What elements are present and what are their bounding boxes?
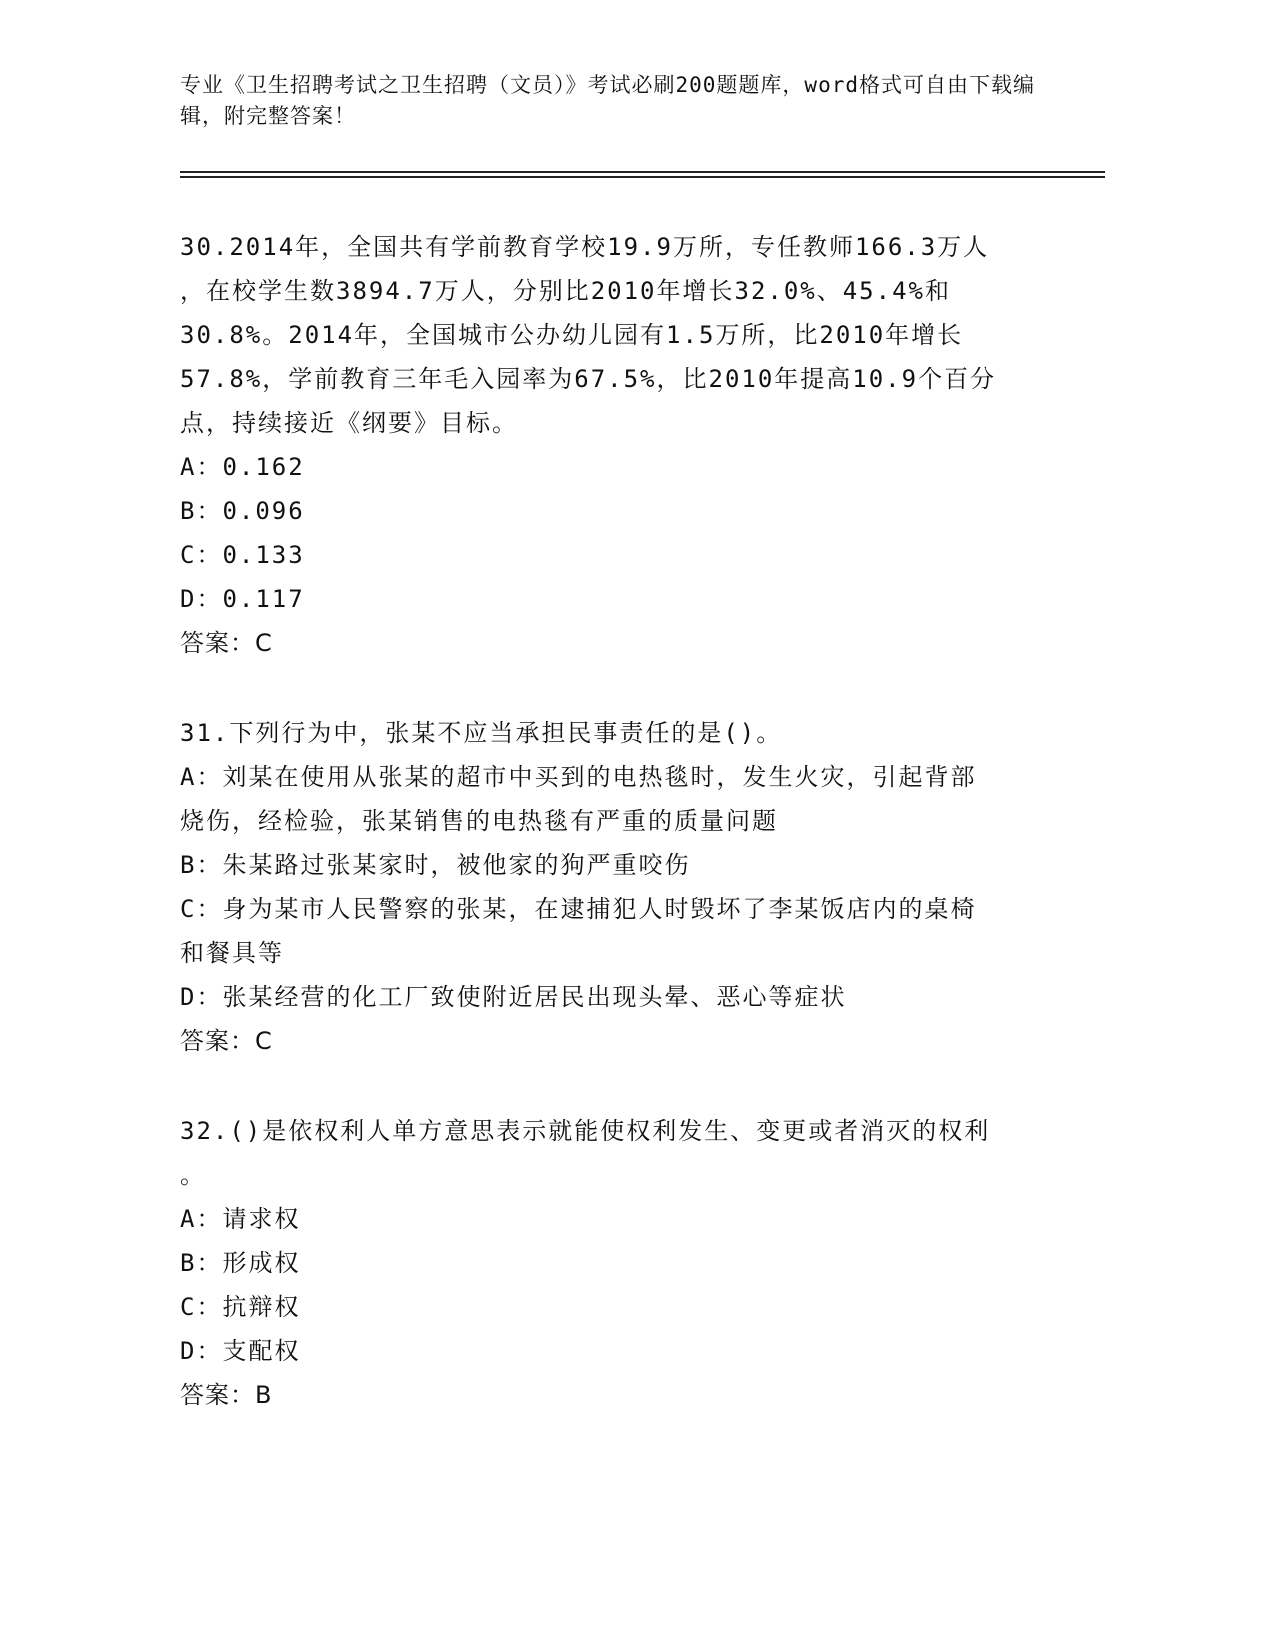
option-c: C：0.133 (180, 541, 305, 569)
question-32 (180, 1109, 1070, 1417)
question-stem-line: 30.2014年，全国共有学前教育学校19.9万所，专任教师166.3万人 (180, 233, 990, 261)
question-stem-line: 32.()是依权利人单方意思表示就能使权利发生、变更或者消灭的权利 (180, 1117, 991, 1145)
option-b: B：形成权 (180, 1249, 301, 1277)
answer-line: 答案：C (180, 1027, 273, 1055)
option-b: B：0.096 (180, 497, 305, 525)
option-a: A：请求权 (180, 1205, 301, 1233)
question-stem-line: 57.8%，学前教育三年毛入园率为67.5%，比2010年提高10.9个百分 (180, 365, 997, 393)
question-31 (180, 711, 1070, 1063)
question-stem-line: 。 (180, 1161, 206, 1189)
option-a-continued: 烧伤，经检验，张某销售的电热毯有严重的质量问题 (180, 807, 778, 835)
question-stem-line: 30.8%。2014年，全国城市公办幼儿园有1.5万所，比2010年增长 (180, 321, 964, 349)
header-text: 专业《卫生招聘考试之卫生招聘（文员）》考试必刷200题题库，word格式可自由下载编辑，附完整答案！ (180, 73, 1035, 128)
question-30 (180, 225, 1070, 665)
answer-line: 答案：C (180, 629, 273, 657)
question-list (180, 225, 1070, 1463)
question-stem-line: 点，持续接近《纲要》目标。 (180, 409, 518, 437)
question-stem-line: ，在校学生数3894.7万人，分别比2010年增长32.0%、45.4%和 (180, 277, 951, 305)
option-d: D：张某经营的化工厂致使附近居民出现头晕、恶心等症状 (180, 983, 847, 1011)
header-divider-bottom (180, 176, 1105, 178)
header-divider-top (180, 171, 1105, 173)
option-c: C：抗辩权 (180, 1293, 301, 1321)
option-b: B：朱某路过张某家时，被他家的狗严重咬伤 (180, 851, 691, 879)
option-a: A：0.162 (180, 453, 305, 481)
option-c: C：身为某市人民警察的张某，在逮捕犯人时毁坏了李某饭店内的桌椅 (180, 895, 977, 923)
option-c-continued: 和餐具等 (180, 939, 284, 967)
option-d: D：支配权 (180, 1337, 301, 1365)
option-a: A：刘某在使用从张某的超市中买到的电热毯时，发生火灾，引起背部 (180, 763, 977, 791)
document-header (180, 70, 1060, 132)
question-stem-line: 31.下列行为中，张某不应当承担民事责任的是()。 (180, 719, 783, 747)
answer-line: 答案：B (180, 1381, 273, 1409)
option-d: D：0.117 (180, 585, 305, 613)
